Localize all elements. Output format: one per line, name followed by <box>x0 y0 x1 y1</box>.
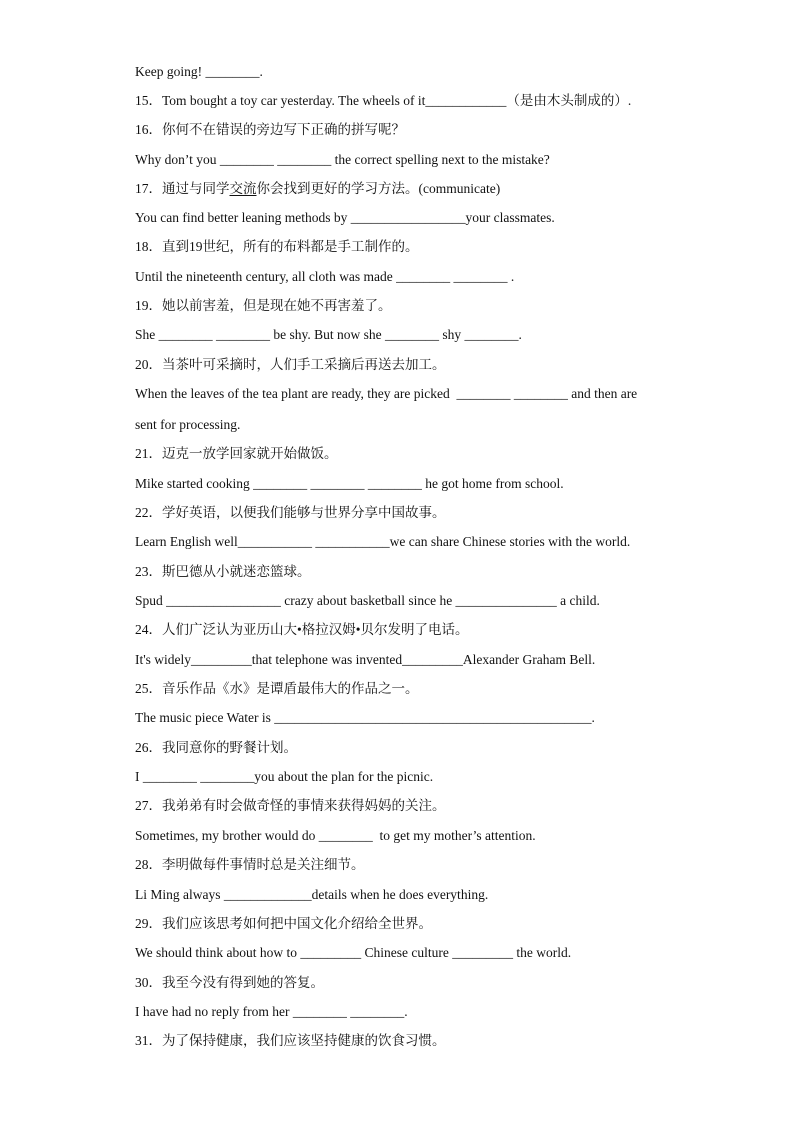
question-28-prompt: 28．李明做每件事情时总是关注细节。 <box>135 857 365 872</box>
question-27-answer: Sometimes, my brother would do ________ to get my mother’s attention. <box>135 828 536 843</box>
question-25-prompt: 25．音乐作品《水》是谭盾最伟大的作品之一。 <box>135 681 419 696</box>
question-22-answer: Learn English well___________ ___________we can share Chinese stories with the world. <box>135 534 631 549</box>
question-26-answer: I ________ ________you about the plan for the picnic. <box>135 769 434 784</box>
question-17-answer: You can find better leaning methods by _________________your classmates. <box>135 210 555 225</box>
question-30-prompt: 30．我至今没有得到她的答复。 <box>135 975 324 990</box>
question-19-prompt: 19．她以前害羞，但是现在她不再害羞了。 <box>135 298 392 313</box>
question-19-answer: She ________ ________ be shy. But now she ________ shy ________. <box>135 327 522 342</box>
question-28-answer: Li Ming always _____________details when he does everything. <box>135 887 489 902</box>
question-17-prompt <box>135 180 675 198</box>
question-21-answer: Mike started cooking ________ ________ ________ he got home from school. <box>135 476 564 491</box>
question-20-answer-line-2: sent for processing. <box>135 417 241 432</box>
question-24-answer: It's widely_________that telephone was invented_________Alexander Graham Bell. <box>135 652 596 667</box>
question-25-answer: The music piece Water is _______________________________________________. <box>135 710 595 725</box>
question-17-prompt-end: 你会找到更好的学习方法。(communicate) <box>256 181 501 196</box>
question-22-prompt: 22．学好英语，以便我们能够与世界分享中国故事。 <box>135 505 446 520</box>
question-18-prompt: 18．直到19世纪，所有的布料都是手工制作的。 <box>135 239 419 254</box>
question-27-prompt: 27．我弟弟有时会做奇怪的事情来获得妈妈的关注。 <box>135 798 446 813</box>
question-20-answer-line-1: When the leaves of the tea plant are ready, they are picked ________ ________ and then are <box>135 386 638 401</box>
question-16-answer: Why don’t you ________ ________ the correct spelling next to the mistake? <box>135 152 550 167</box>
question-31-prompt: 31．为了保持健康，我们应该坚持健康的饮食习惯。 <box>135 1033 446 1048</box>
question-29-answer: We should think about how to _________ Chinese culture _________ the world. <box>135 945 572 960</box>
question-20-prompt: 20．当茶叶可采摘时，人们手工采摘后再送去加工。 <box>135 357 446 372</box>
question-30-answer: I have had no reply from her ________ ________. <box>135 1004 408 1019</box>
question-21-prompt: 21．迈克一放学回家就开始做饭。 <box>135 446 338 461</box>
question-23-prompt: 23．斯巴德从小就迷恋篮球。 <box>135 564 311 579</box>
question-17-prompt-start: 17．通过与同学 <box>135 181 230 196</box>
question-29-prompt: 29．我们应该思考如何把中国文化介绍给全世界。 <box>135 916 432 931</box>
question-17-underlined-word: 交流 <box>229 181 257 196</box>
question-16-prompt: 16．你何不在错误的旁边写下正确的拼写呢？ <box>135 122 405 137</box>
question-23-answer: Spud _________________ crazy about basketball since he _______________ a child. <box>135 593 600 608</box>
question-24-prompt: 24．人们广泛认为亚历山大•格拉汉姆•贝尔发明了电话。 <box>135 622 469 637</box>
question-18-answer: Until the nineteenth century, all cloth was made ________ ________ . <box>135 269 515 284</box>
answer-line-14: Keep going! ________. <box>135 64 263 79</box>
question-15: 15．Tom bought a toy car yesterday. The wheels of it____________（是由木头制成的）. <box>135 93 632 108</box>
question-26-prompt: 26．我同意你的野餐计划。 <box>135 740 297 755</box>
